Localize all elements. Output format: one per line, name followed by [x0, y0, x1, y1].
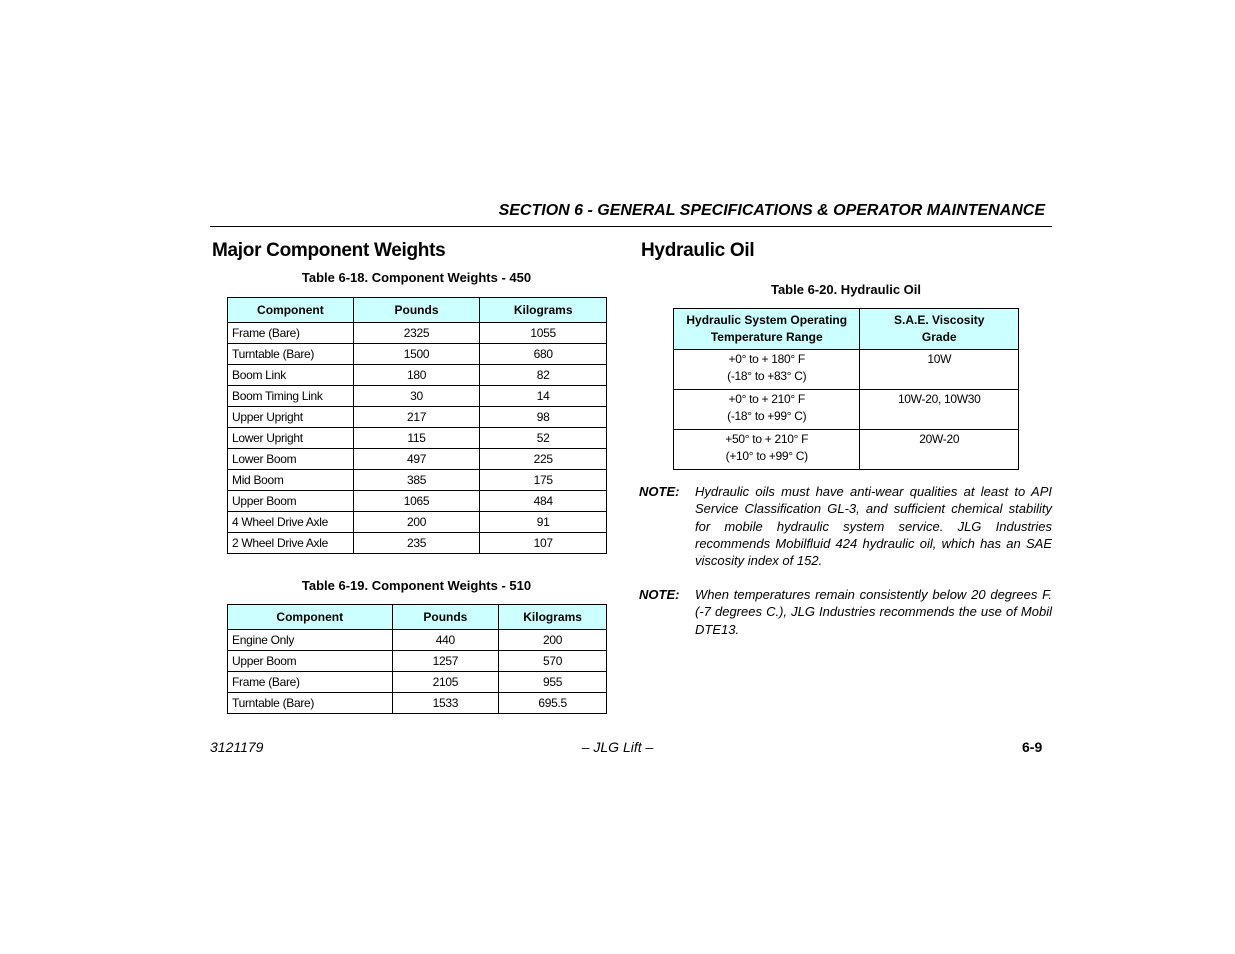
temperature-line: +0° to + 180° F	[728, 352, 805, 366]
note-text: Hydraulic oils must have anti-wear qualities at least to API Service Classification GL-3, and sufficient chemical stability for mobile hydraulic system service. JLG Industries recommends Mobilfluid 424 hydraulic oil, which has an SAE viscosity index of 152.	[695, 484, 1052, 569]
caption-table-6-19: Table 6-19. Component Weights - 510	[301, 578, 532, 593]
table-row	[674, 430, 1019, 470]
cell-component: Lower Upright	[228, 428, 354, 449]
cell-kilograms: 91	[480, 512, 607, 533]
cell-component: Boom Link	[228, 365, 354, 386]
table-row	[228, 693, 607, 714]
cell-component: Upper Boom	[228, 651, 393, 672]
column-header-line: S.A.E. Viscosity	[893, 313, 985, 327]
cell-kilograms: 225	[480, 449, 607, 470]
cell-component: 2 Wheel Drive Axle	[228, 533, 354, 554]
cell-pounds: 497	[353, 449, 480, 470]
cell-pounds: 1533	[392, 693, 499, 714]
cell-temperature-range	[674, 430, 860, 470]
note-hydraulic-oil-quality	[639, 483, 1052, 569]
table-row	[228, 344, 607, 365]
note-label: NOTE:	[639, 587, 680, 602]
column-header-kilograms: Kilograms	[480, 298, 607, 323]
note-text: When temperatures remain consistently below 20 degrees F. (-7 degrees C.), JLG Industries recommends the use of Mobil DTE13.	[695, 587, 1052, 637]
column-header-kilograms: Kilograms	[499, 605, 607, 630]
temperature-line: (-18° to +83° C)	[727, 369, 807, 383]
cell-kilograms: 695.5	[499, 693, 607, 714]
section-header: SECTION 6 - GENERAL SPECIFICATIONS & OPERATOR MAINTENANCE	[498, 202, 1045, 219]
column-header-temperature-range	[674, 309, 860, 350]
column-header-line: Hydraulic System Operating	[686, 313, 848, 327]
temperature-line: +0° to + 210° F	[728, 392, 805, 406]
table-row	[228, 365, 607, 386]
note-low-temperature	[639, 586, 1052, 638]
cell-pounds: 180	[353, 365, 480, 386]
footer-doc-number: 3121179	[210, 739, 264, 755]
caption-table-6-20: Table 6-20. Hydraulic Oil	[770, 282, 922, 297]
cell-pounds: 115	[353, 428, 480, 449]
cell-component: Frame (Bare)	[228, 672, 393, 693]
column-header-line: Grade	[921, 330, 957, 344]
cell-component: Boom Timing Link	[228, 386, 354, 407]
column-header-pounds: Pounds	[353, 298, 480, 323]
cell-component: Upper Upright	[228, 407, 354, 428]
table-header-row	[228, 605, 607, 630]
cell-temperature-range	[674, 390, 860, 430]
cell-temperature-range	[674, 350, 860, 390]
cell-pounds: 440	[392, 630, 499, 651]
cell-kilograms: 98	[480, 407, 607, 428]
table-row	[228, 470, 607, 491]
cell-component: Engine Only	[228, 630, 393, 651]
cell-pounds: 200	[353, 512, 480, 533]
cell-component: Lower Boom	[228, 449, 354, 470]
header-rule	[210, 226, 1052, 227]
cell-pounds: 385	[353, 470, 480, 491]
cell-kilograms: 570	[499, 651, 607, 672]
cell-kilograms: 107	[480, 533, 607, 554]
cell-component: Turntable (Bare)	[228, 344, 354, 365]
table-header-row	[674, 309, 1019, 350]
note-label: NOTE:	[639, 484, 680, 499]
cell-kilograms: 52	[480, 428, 607, 449]
table-row	[228, 512, 607, 533]
cell-kilograms: 955	[499, 672, 607, 693]
heading-major-component-weights: Major Component Weights	[212, 240, 446, 261]
cell-component: Upper Boom	[228, 491, 354, 512]
table-header-row	[228, 298, 607, 323]
cell-kilograms: 175	[480, 470, 607, 491]
table-row	[228, 449, 607, 470]
cell-component: Frame (Bare)	[228, 323, 354, 344]
temperature-line: +50° to + 210° F	[725, 432, 809, 446]
cell-viscosity-grade: 20W-20	[860, 430, 1019, 470]
cell-pounds: 1500	[353, 344, 480, 365]
component-weights-450-table	[227, 297, 607, 554]
cell-pounds: 1257	[392, 651, 499, 672]
footer-page-number: 6-9	[1022, 739, 1043, 755]
cell-kilograms: 200	[499, 630, 607, 651]
table-row	[228, 323, 607, 344]
cell-pounds: 2105	[392, 672, 499, 693]
footer-center-text: – JLG Lift –	[581, 739, 654, 755]
column-header-component: Component	[228, 605, 393, 630]
table-row	[228, 386, 607, 407]
component-weights-510-table	[227, 604, 607, 714]
cell-component: 4 Wheel Drive Axle	[228, 512, 354, 533]
table-row	[228, 630, 607, 651]
cell-pounds: 235	[353, 533, 480, 554]
cell-kilograms: 680	[480, 344, 607, 365]
column-header-viscosity-grade	[860, 309, 1019, 350]
cell-kilograms: 1055	[480, 323, 607, 344]
cell-kilograms: 82	[480, 365, 607, 386]
cell-viscosity-grade: 10W	[860, 350, 1019, 390]
cell-viscosity-grade: 10W-20, 10W30	[860, 390, 1019, 430]
temperature-line: (+10° to +99° C)	[725, 449, 808, 463]
cell-pounds: 1065	[353, 491, 480, 512]
heading-hydraulic-oil: Hydraulic Oil	[641, 240, 755, 261]
cell-pounds: 30	[353, 386, 480, 407]
cell-pounds: 217	[353, 407, 480, 428]
table-row	[228, 672, 607, 693]
column-header-line: Temperature Range	[710, 330, 823, 344]
cell-kilograms: 484	[480, 491, 607, 512]
table-row	[674, 350, 1019, 390]
temperature-line: (-18° to +99° C)	[727, 409, 807, 423]
table-row	[674, 390, 1019, 430]
cell-component: Turntable (Bare)	[228, 693, 393, 714]
table-row	[228, 407, 607, 428]
table-row	[228, 651, 607, 672]
caption-table-6-18: Table 6-18. Component Weights - 450	[301, 270, 532, 285]
cell-pounds: 2325	[353, 323, 480, 344]
table-row	[228, 428, 607, 449]
cell-kilograms: 14	[480, 386, 607, 407]
table-row	[228, 533, 607, 554]
cell-component: Mid Boom	[228, 470, 354, 491]
hydraulic-oil-table	[673, 308, 1019, 470]
table-row	[228, 491, 607, 512]
column-header-component: Component	[228, 298, 354, 323]
column-header-pounds: Pounds	[392, 605, 499, 630]
